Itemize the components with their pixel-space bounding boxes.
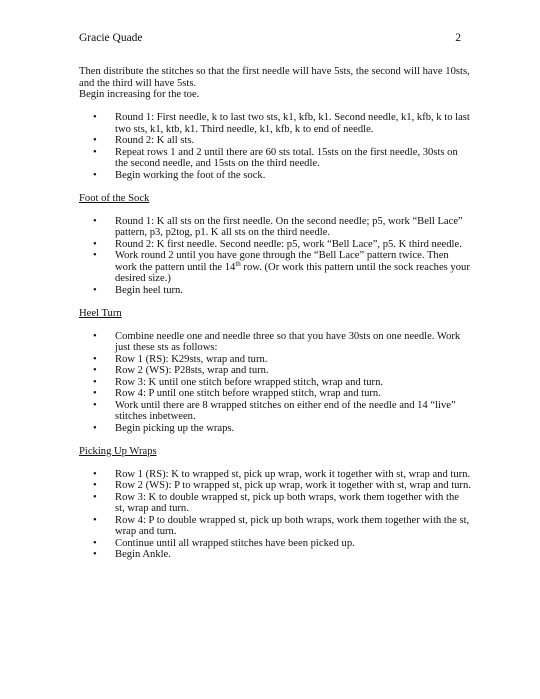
- list-item: [79, 423, 471, 435]
- list-item: [79, 354, 471, 366]
- page-number: 2: [455, 32, 461, 44]
- author-name: Gracie Quade: [79, 32, 143, 44]
- bullet-icon: •: [93, 112, 97, 123]
- bullet-icon: •: [93, 146, 97, 158]
- list-item-text: Row 1 (RS): K29sts, wrap and turn.: [115, 353, 268, 365]
- wraps-instructions-list: [79, 469, 471, 561]
- section-heading-wraps: Picking Up Wraps: [79, 445, 157, 457]
- list-item: [79, 170, 471, 182]
- list-item: [79, 135, 471, 147]
- list-item: [79, 112, 471, 135]
- intro-begin-line: Begin increasing for the toe.: [79, 89, 200, 100]
- list-item: [79, 147, 471, 170]
- list-item: [79, 388, 471, 400]
- intro-paragraph: Then distribute the stitches so that the first needle will have 5sts, the second will have 10sts, and the third will have 5sts.: [79, 66, 470, 89]
- bullet-icon: •: [93, 388, 97, 399]
- list-item-text: Begin picking up the wraps.: [115, 422, 235, 434]
- bullet-icon: •: [93, 422, 97, 434]
- bullet-icon: •: [93, 330, 97, 342]
- list-item: [79, 239, 471, 251]
- list-item: [79, 216, 471, 239]
- bullet-icon: •: [93, 549, 97, 560]
- list-item-text: Continue until all wrapped stitches have been picked up.: [115, 537, 355, 549]
- list-item-text: Row 4: P until one stitch before wrapped stitch, wrap and turn.: [115, 388, 381, 399]
- list-item-text: Begin heel turn.: [115, 284, 183, 296]
- bullet-icon: •: [93, 537, 97, 549]
- list-item-text: Row 4: P to double wrapped st, pick up both wraps, work them together with the st, wrap and turn.: [115, 514, 470, 537]
- bullet-icon: •: [93, 399, 97, 411]
- bullet-icon: •: [93, 514, 97, 526]
- list-item-text: Row 2 (WS): P28sts, wrap and turn.: [115, 365, 269, 376]
- list-item: [79, 480, 471, 492]
- list-item-text-cont: row. (Or work this pattern until the sock reaches your desired size.): [115, 261, 470, 284]
- bullet-icon: •: [93, 480, 97, 491]
- list-item: [79, 365, 471, 377]
- list-item-text: Repeat rows 1 and 2 until there are 60 sts total. 15sts on the first needle, 30sts on the second needle, and 15sts on the third needle.: [115, 146, 458, 169]
- list-item: [79, 285, 471, 297]
- list-item: [79, 250, 471, 285]
- bullet-icon: •: [93, 353, 97, 365]
- bullet-icon: •: [93, 169, 97, 181]
- list-item-text: Row 1 (RS): K to wrapped st, pick up wrap, work it together with st, wrap and turn.: [115, 468, 471, 480]
- bullet-icon: •: [93, 135, 97, 146]
- list-item-text: Round 2: K all sts.: [115, 135, 195, 146]
- list-item: [79, 492, 471, 515]
- list-item: [79, 331, 471, 354]
- bullet-icon: •: [93, 376, 97, 388]
- list-item: [79, 538, 471, 550]
- bullet-icon: •: [93, 365, 97, 376]
- bullet-icon: •: [93, 250, 97, 261]
- section-heading-foot: Foot of the Sock: [79, 192, 150, 204]
- list-item-text: Round 2: K first needle. Second needle: p5, work “Bell Lace”, p5. K third needle.: [115, 238, 462, 250]
- list-item: [79, 400, 471, 423]
- toe-instructions-list: [79, 112, 471, 181]
- list-item: [79, 549, 471, 561]
- bullet-icon: •: [93, 284, 97, 296]
- list-item-text: Begin Ankle.: [115, 549, 171, 560]
- list-item: [79, 469, 471, 481]
- list-item-text: Work until there are 8 wrapped stitches on either end of the needle and 14 “live” stitches inbetween.: [115, 399, 456, 422]
- list-item-text: Round 1: K all sts on the first needle. On the second needle; p5, work “Bell Lace” pattern, p3, p2tog, p1. K all sts on the third needle.: [115, 215, 463, 238]
- page-body: [79, 66, 471, 561]
- list-item: [79, 377, 471, 389]
- bullet-icon: •: [93, 468, 97, 480]
- list-item-text: Row 2 (WS): P to wrapped st, pick up wrap, work it together with st, wrap and turn.: [115, 480, 471, 491]
- list-item-text: Begin working the foot of the sock.: [115, 169, 266, 181]
- list-item-text: Row 3: K until one stitch before wrapped stitch, wrap and turn.: [115, 376, 384, 388]
- bullet-icon: •: [93, 238, 97, 250]
- list-item-text: Round 1: First needle, k to last two sts, k1, kfb, k1. Second needle, k1, kfb, k to last two sts, k1, ktb, k1. Third needle, k1, kfb, k to end of needle.: [115, 112, 470, 135]
- list-item-text: Row 3: K to double wrapped st, pick up both wraps, work them together with the st, wrap and turn.: [115, 491, 459, 514]
- bullet-icon: •: [93, 215, 97, 227]
- ordinal-suffix: th: [235, 259, 241, 268]
- list-item: [79, 515, 471, 538]
- list-item-text: Combine needle one and needle three so that you have 30sts on one needle. Work just these sts as follows:: [115, 330, 461, 353]
- list-item-text: Work round 2 until you have gone through the “Bell Lace” pattern twice. Then work the pattern until the 14: [115, 250, 449, 273]
- heel-instructions-list: [79, 331, 471, 435]
- bullet-icon: •: [93, 491, 97, 503]
- section-heading-heel: Heel Turn: [79, 307, 122, 319]
- foot-instructions-list: [79, 216, 471, 297]
